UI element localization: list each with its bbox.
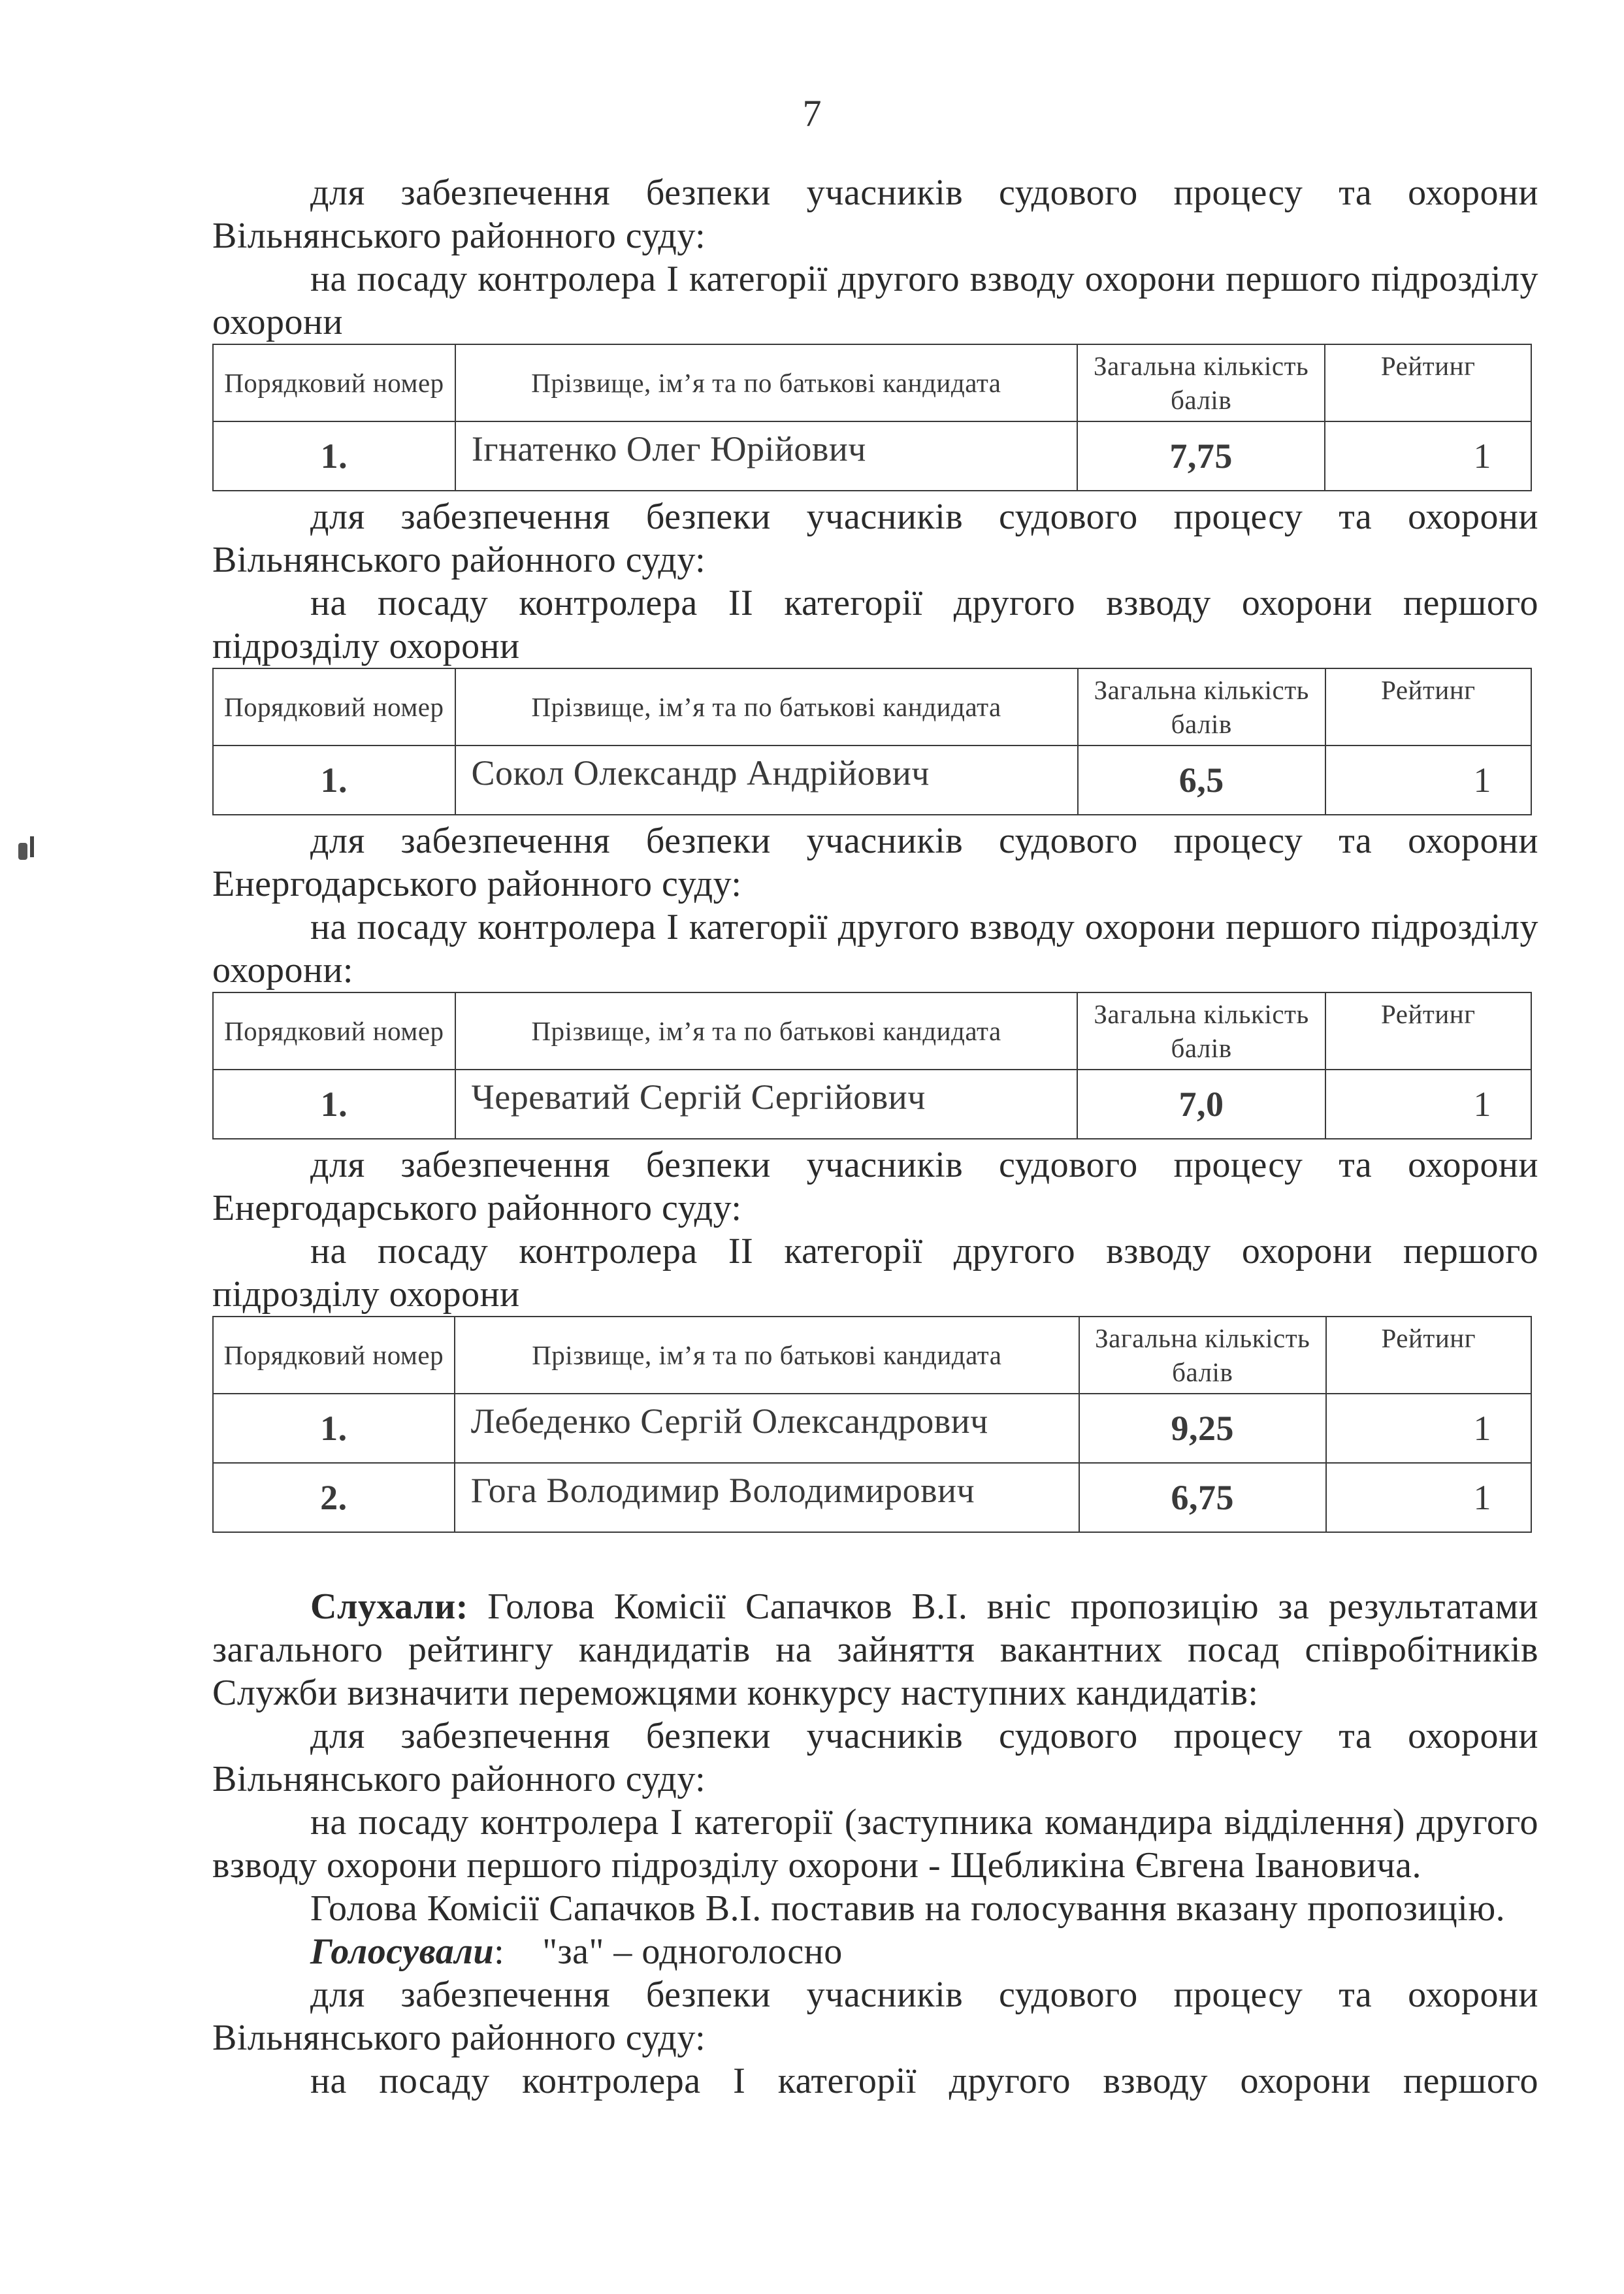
section-3 <box>212 819 1538 1139</box>
candidates-table <box>212 992 1532 1139</box>
table-header-row <box>213 344 1531 421</box>
table-header-row <box>213 1317 1531 1394</box>
final-intro: для забезпечення безпеки учасників судового процесу та охорони Вільнянського районного суду: <box>212 1974 1538 2058</box>
heard-paragraph <box>212 1585 1538 1714</box>
section-position: на посаду контролера I категорії другого взводу охорони першого підрозділу охорони <box>212 259 1538 342</box>
table-row <box>213 746 1531 815</box>
table-row <box>213 1463 1531 1532</box>
page-number: 7 <box>802 92 822 135</box>
section-position: на посаду контролера II категорії другого взводу охорони першого підрозділу охорони <box>212 583 1538 666</box>
winner-position: на посаду контролера I категорії (заступника командира відділення) другого взводу охорони першого підрозділу охорони - Щебликіна Євгена Івановича. <box>212 1802 1538 1886</box>
table-header-row <box>213 668 1531 746</box>
header-number: Порядковий номер <box>213 1317 455 1394</box>
row-score: 9,25 <box>1079 1394 1326 1463</box>
section-intro: для забезпечення безпеки учасників судового процесу та охорони Енергодарського районного суду: <box>212 821 1538 904</box>
heard-label: Слухали: <box>310 1586 468 1627</box>
header-name: Прізвище, ім’я та по батькові кандидата <box>455 344 1077 421</box>
table-row <box>213 421 1531 491</box>
row-name: Череватий Сергій Сергійович <box>455 1070 1078 1139</box>
row-rating: 1 <box>1325 746 1531 815</box>
table-row <box>213 1070 1531 1139</box>
table-row <box>213 1394 1531 1463</box>
section-position: на посаду контролера I категорії другого взводу охорони першого підрозділу охорони: <box>212 907 1538 991</box>
section-2 <box>212 495 1538 815</box>
voted-text: "за" – одноголосно <box>542 1931 843 1972</box>
row-number: 1. <box>213 421 455 491</box>
row-name: Сокол Олександр Андрійович <box>455 746 1078 815</box>
voted-label: Голосували <box>310 1931 495 1972</box>
scan-artifact <box>30 836 34 857</box>
section-intro: для забезпечення безпеки учасників судового процесу та охорони Енергодарського районного суду: <box>212 1145 1538 1228</box>
row-rating: 1 <box>1326 1394 1531 1463</box>
header-number: Порядковий номер <box>213 668 455 746</box>
row-score: 7,75 <box>1077 421 1325 491</box>
row-score: 6,75 <box>1079 1463 1326 1532</box>
header-name: Прізвище, ім’я та по батькові кандидата <box>455 1317 1079 1394</box>
header-rating: Рейтинг <box>1325 668 1531 746</box>
row-rating: 1 <box>1325 421 1531 491</box>
spacer <box>212 1537 1538 1585</box>
row-name: Лебеденко Сергій Олександрович <box>455 1394 1079 1463</box>
row-name: Ігнатенко Олег Юрійович <box>455 421 1077 491</box>
section-intro: для забезпечення безпеки учасників судового процесу та охорони Вільнянського районного суду: <box>212 497 1538 580</box>
row-number: 2. <box>213 1463 455 1532</box>
header-score: Загальна кількість балів <box>1079 1317 1326 1394</box>
header-score: Загальна кількість балів <box>1077 992 1325 1070</box>
candidates-table <box>212 344 1532 491</box>
candidates-table <box>212 668 1532 815</box>
section-intro: для забезпечення безпеки учасників судового процесу та охорони Вільнянського районного суду: <box>212 172 1538 256</box>
header-score: Загальна кількість балів <box>1078 668 1325 746</box>
header-number: Порядковий номер <box>213 992 455 1070</box>
vote-proposal: Голова Комісії Сапачков В.І. поставив на голосування вказану пропозицію. <box>310 1888 1506 1929</box>
winner-intro: для забезпечення безпеки учасників судового процесу та охорони Вільнянського районного суду: <box>212 1716 1538 1799</box>
header-name: Прізвище, ім’я та по батькові кандидата <box>455 668 1078 746</box>
row-number: 1. <box>213 1394 455 1463</box>
voted-paragraph <box>212 1930 1538 1973</box>
section-position: на посаду контролера II категорії другого взводу охорони першого підрозділу охорони <box>212 1231 1538 1315</box>
row-score: 6,5 <box>1078 746 1325 815</box>
row-rating: 1 <box>1326 1463 1531 1532</box>
header-number: Порядковий номер <box>213 344 455 421</box>
header-score: Загальна кількість балів <box>1077 344 1325 421</box>
section-1 <box>212 171 1538 491</box>
header-rating: Рейтинг <box>1325 344 1531 421</box>
voted-colon: : <box>494 1931 505 1972</box>
header-rating: Рейтинг <box>1326 1317 1531 1394</box>
row-name: Гога Володимир Володимирович <box>455 1463 1079 1532</box>
section-4 <box>212 1143 1538 1533</box>
document-body <box>212 171 1538 2103</box>
candidates-table <box>212 1316 1532 1533</box>
row-number: 1. <box>213 746 455 815</box>
final-position: на посаду контролера I категорії другого взводу охорони першого <box>310 2061 1538 2101</box>
row-score: 7,0 <box>1077 1070 1325 1139</box>
row-number: 1. <box>213 1070 455 1139</box>
header-name: Прізвище, ім’я та по батькові кандидата <box>455 992 1078 1070</box>
table-header-row <box>213 992 1531 1070</box>
heard-text: Голова Комісії Сапачков В.І. вніс пропозицію за результатами загального рейтингу кандидатів на зайняття вакантних посад співробітників Служби визначити переможцями конкурсу наступних кандидатів: <box>212 1586 1539 1713</box>
row-rating: 1 <box>1325 1070 1531 1139</box>
scan-artifact <box>18 843 27 860</box>
header-rating: Рейтинг <box>1325 992 1531 1070</box>
